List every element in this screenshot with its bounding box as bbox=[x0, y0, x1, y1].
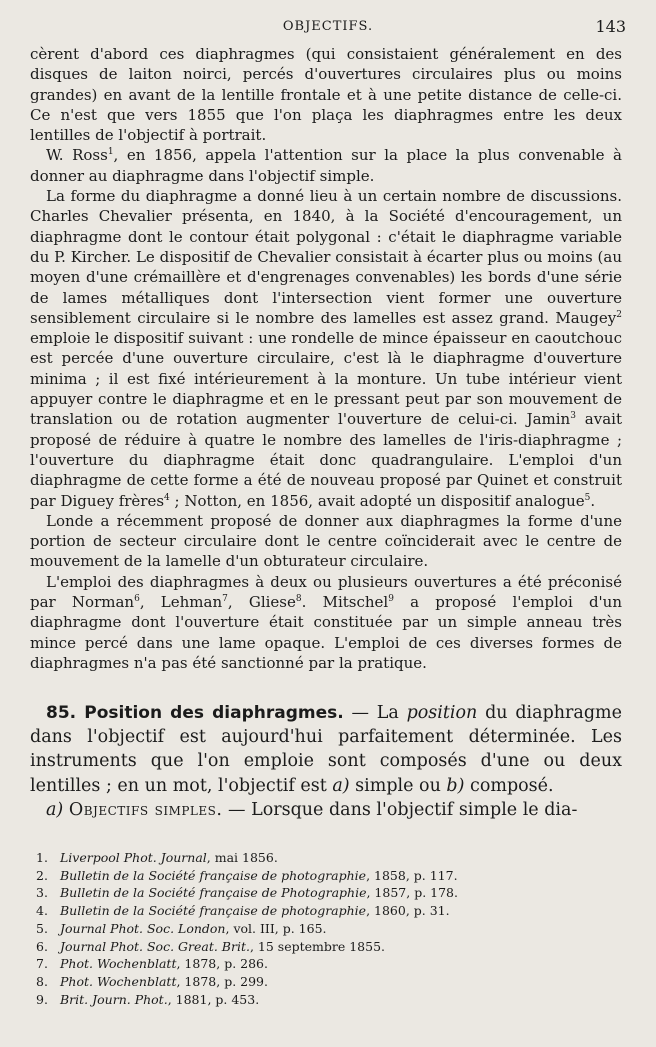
text-run: La forme du diaphragme a donné lieu à un certain nombre de discussions. Charles Chevalier présenta, en 1840, à la Société d'encouragement, un diaphragme dont le contour était polygonal : c'était le diaphragme variable du P. Kircher. Le dispositif de Chevalier consistait à écarter plus ou moins (au moyen d'une crémaillère et d'engrenages convenables) les bords d'une série de lames métalliques dont l'intersection vient former une ouverture sensiblement circulaire si le nombre des lamelles est assez grand. Maugey bbox=[30, 187, 622, 327]
footnote-source: Journal Phot. Soc. London bbox=[60, 920, 226, 936]
text-run: , Gliese bbox=[227, 593, 296, 612]
footnote-number: 5. bbox=[36, 920, 48, 936]
running-title: OBJECTIFS. bbox=[282, 19, 374, 34]
footnote-source: Bulletin de la Société française de Photographie bbox=[60, 885, 367, 901]
footnote-ref-8[interactable]: 8 bbox=[295, 594, 302, 605]
emphasis-position: position bbox=[406, 703, 478, 723]
footnote-1 bbox=[36, 849, 616, 867]
footnote-number: 1. bbox=[36, 850, 48, 865]
paragraph-4: Londe a récemment proposé de donner aux diaphragmes la forme d'une portion de secteur circulaire dont le centre coïnciderait avec le centre de mouvement de la lamelle d'un obturateur circulaire. bbox=[30, 511, 622, 571]
text-run: W. Ross bbox=[46, 146, 108, 165]
body-text bbox=[30, 44, 622, 673]
footnote-ref-7[interactable]: 7 bbox=[222, 594, 228, 605]
footnote-source: Bulletin de la Société française de photographie bbox=[60, 903, 367, 919]
footnote-5 bbox=[36, 920, 616, 938]
section-intro bbox=[30, 701, 622, 798]
footnote-6 bbox=[36, 938, 616, 956]
footnote-number: 2. bbox=[36, 867, 48, 883]
footnote-ref-5[interactable]: 5 bbox=[584, 492, 591, 503]
footnote-source: Phot. Wochenblatt bbox=[60, 956, 177, 972]
paragraph-2 bbox=[30, 145, 622, 186]
footnote-number: 3. bbox=[36, 885, 48, 901]
text-run: a proposé l'emploi d'un diaphragme dont l'ouverture était constituée par un simple anneau très mince percé dans une lame opaque. L'emploi de ces diverses formes de diaphragmes n'a pas été sanctionné par la pratique. bbox=[30, 593, 623, 672]
footnote-7 bbox=[36, 955, 616, 973]
text-run: ; Notton, en 1856, avait adopté un dispositif analogue bbox=[169, 491, 585, 510]
page-header bbox=[30, 17, 626, 39]
footnote-detail: , 15 septembre 1855. bbox=[249, 938, 386, 954]
text-run: . Mitschel bbox=[301, 593, 389, 612]
footnote-4 bbox=[36, 902, 616, 920]
footnote-ref-9[interactable]: 9 bbox=[388, 594, 394, 605]
section-heading: 85. Position des diaphragmes. bbox=[46, 703, 344, 723]
footnote-detail: , 1881, p. 453. bbox=[167, 991, 260, 1007]
footnote-source: Journal Phot. Soc. Great. Brit. bbox=[60, 938, 250, 954]
paragraph-3 bbox=[30, 186, 622, 511]
text-run: du diaphragme dans l'objectif est aujourd'hui parfaitement déterminée. Les instruments que l'on emploie sont composés d'une ou deux lentilles ; en un mot, l'objectif est bbox=[30, 703, 622, 796]
footnote-detail: , 1860, p. 31. bbox=[366, 903, 450, 919]
footnote-number: 6. bbox=[36, 938, 48, 954]
footnote-source: Liverpool Phot. Journal bbox=[60, 850, 207, 865]
subsection-title: Objectifs simples. bbox=[68, 799, 223, 820]
text-run: avait proposé de réduire à quatre le nombre des lamelles de l'iris-diaphragme ; l'ouverture du diaphragme était donc quadrangulaire. L'emploi d'un diaphragme de cette forme a été de nouveau proposé par Quinet et construit par Diguey frères bbox=[30, 410, 622, 510]
footnote-number: 9. bbox=[36, 991, 48, 1007]
footnote-9 bbox=[36, 991, 616, 1009]
footnote-detail: , 1878, p. 286. bbox=[176, 956, 268, 972]
option-b-label: b) bbox=[446, 775, 465, 796]
footnote-detail: , 1857, p. 178. bbox=[366, 885, 458, 901]
footnote-source: Phot. Wochenblatt bbox=[60, 973, 177, 989]
footnote-detail: , 1858, p. 117. bbox=[366, 867, 458, 883]
paragraph-5 bbox=[30, 572, 622, 673]
footnote-detail: , vol. III, p. 165. bbox=[225, 920, 327, 936]
footnotes bbox=[36, 849, 616, 1008]
footnote-detail: , 1878, p. 299. bbox=[176, 973, 268, 989]
footnote-3 bbox=[36, 884, 616, 902]
text-run: emploie le dispositif suivant : une rondelle de mince épaisseur en caoutchouc est percée d'une ouverture circulaire, c'est là le diaphragme d'ouverture minima ; il est fixé intérieurement à la monture. Un tube intérieur vient appuyer contre le diaphragme et en le pressant peut par son mouvement de translation ou de rotation augmenter l'ouverture de celui-ci. Jamin bbox=[30, 329, 622, 429]
footnote-ref-4[interactable]: 4 bbox=[164, 492, 170, 503]
footnote-8 bbox=[36, 973, 616, 991]
footnote-number: 8. bbox=[36, 973, 48, 989]
footnote-2 bbox=[36, 867, 616, 885]
text-run: — Lorsque dans l'objectif simple le dia- bbox=[222, 799, 578, 820]
footnote-detail: , mai 1856. bbox=[206, 850, 278, 865]
text-run: . bbox=[590, 491, 596, 510]
section-85 bbox=[30, 701, 622, 822]
page-number: 143 bbox=[595, 17, 626, 36]
paragraph-1: cèrent d'abord ces diaphragmes (qui consistaient généralement en des disques de laiton noirci, percés d'ouvertures circulaires plus ou moins grandes) en avant de la lentille frontale et à une petite distance de celle-ci. Ce n'est que vers 1855 que l'on plaça les diaphragmes entre les deux lentilles de l'objectif à portrait. bbox=[30, 45, 622, 145]
text-run: — La bbox=[343, 703, 407, 723]
footnote-ref-2[interactable]: 2 bbox=[616, 309, 622, 320]
text-run: , Lehman bbox=[139, 593, 223, 612]
subsection-label: a) bbox=[46, 799, 64, 820]
footnote-source: Bulletin de la Société française de photographie bbox=[60, 867, 367, 883]
text-run: L'emploi des diaphragmes à deux ou plusieurs ouvertures a été préconisé par Norman bbox=[30, 572, 622, 612]
footnote-ref-6[interactable]: 6 bbox=[134, 594, 140, 605]
footnote-ref-1[interactable]: 1 bbox=[107, 147, 114, 158]
footnote-number: 4. bbox=[36, 903, 48, 919]
text-run: , en 1856, appela l'attention sur la place la plus convenable à donner au diaphragme dans l'objectif simple. bbox=[30, 146, 622, 185]
option-a-label: a) bbox=[332, 775, 350, 796]
text-run: composé. bbox=[464, 775, 554, 796]
footnote-source: Brit. Journ. Phot. bbox=[60, 991, 168, 1007]
text-run: simple ou bbox=[349, 775, 447, 796]
footnote-ref-3[interactable]: 3 bbox=[570, 411, 576, 422]
subsection-simple bbox=[30, 798, 622, 822]
footnote-number: 7. bbox=[36, 956, 48, 972]
